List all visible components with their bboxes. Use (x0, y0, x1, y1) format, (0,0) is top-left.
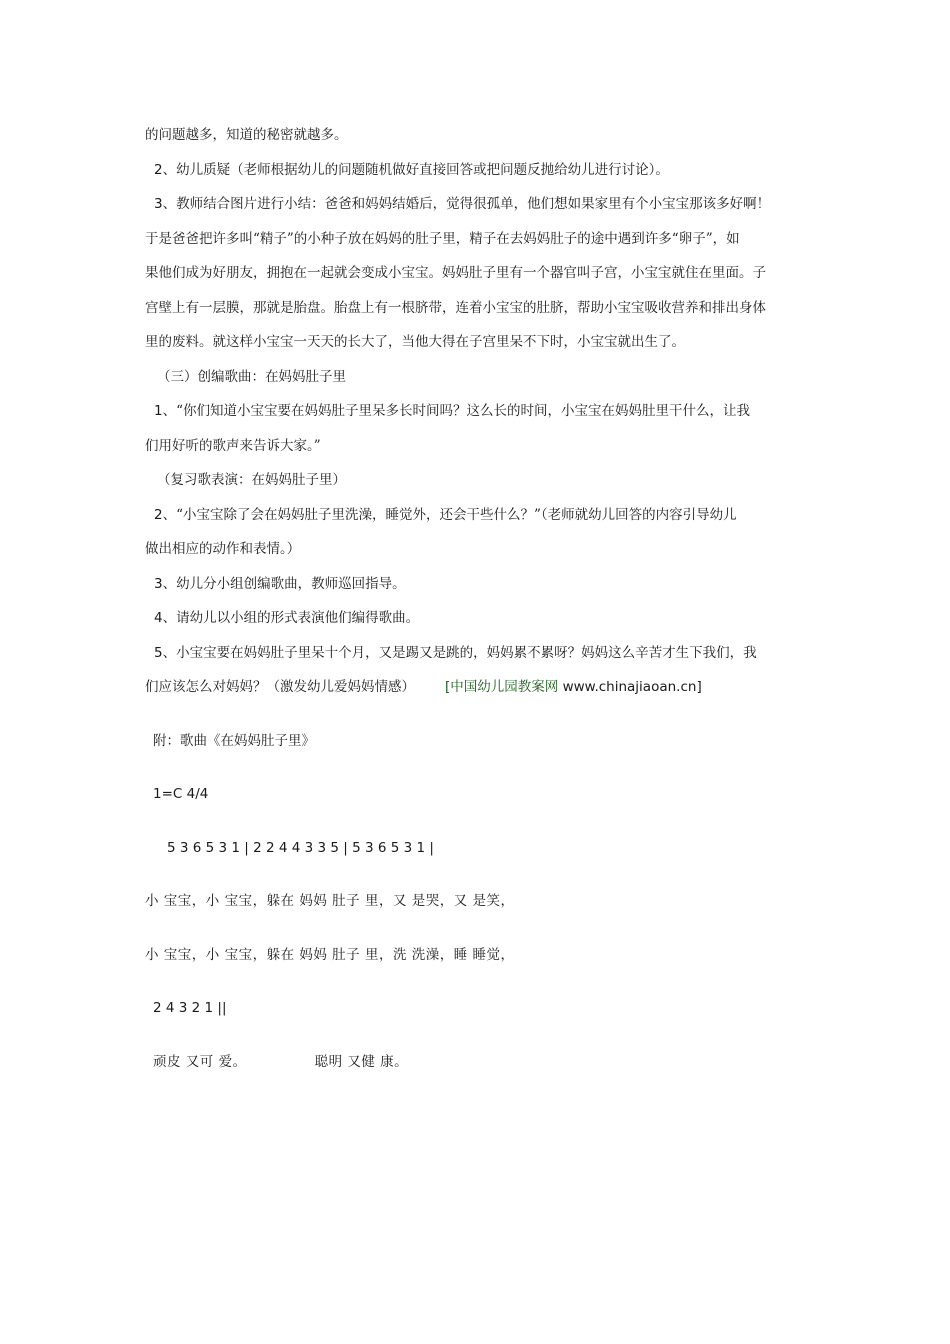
song-lyric-line-2 (145, 938, 810, 973)
text-line: 、幼儿分小组创编歌曲，教师巡回指导。 (162, 575, 406, 592)
text-line: 宫壁上有一层膜，那就是胎盘。胎盘上有一根脐带，连着小宝宝的肚脐，帮助小宝宝吸收营养和排出身体 (145, 299, 766, 316)
text-line: 小 宝宝，小 宝宝，躲在 妈妈 肚子 里，又 是哭，又 是笑， (145, 893, 515, 909)
section-heading-3 (145, 360, 810, 395)
text-line: 顽皮 又可 爱。 (153, 1053, 247, 1070)
song-lyric-line-3 (145, 1045, 810, 1080)
document-page (145, 118, 810, 1079)
text-line: 、请幼儿以小组的形式表演他们编得歌曲。 (162, 610, 420, 626)
song-notes-line-2 (145, 991, 810, 1026)
paragraph-item-3-line-2 (145, 222, 810, 257)
source-link-url[interactable]: www.chinajiaoan.cn] (558, 679, 702, 695)
text-line: 附：歌曲《在妈妈肚子里》 (153, 732, 315, 749)
item-number: 2 (154, 161, 163, 178)
paragraph-item-3-line-1 (145, 187, 810, 222)
text-line: 们应该怎么对妈妈？（激发幼儿爱妈妈情感） (145, 679, 415, 695)
item-number: 1 (154, 403, 163, 419)
text-line: 、幼儿质疑（老师根据幼儿的问题随机做好直接回答或把问题反抛给幼儿进行讨论）。 (162, 161, 669, 178)
text-line: 1=C 4/4 (153, 786, 209, 802)
song-notes-line-1 (145, 831, 810, 866)
text-line: 5 3 6 5 3 1 | 2 2 4 4 3 3 5 | 5 3 6 5 3 1 | (167, 839, 434, 856)
text-line: 、“小宝宝除了会在妈妈肚子里洗澡，睡觉外，还会干些什么？”（老师就幼儿回答的内容引导幼儿 (162, 506, 737, 523)
text-line: 于是爸爸把许多叫“精子”的小种子放在妈妈的肚子里，精子在去妈妈肚子的途中遇到许多“卵子”，如 (145, 230, 740, 247)
text-line: 、教师结合图片进行小结：爸爸和妈妈结婚后，觉得很孤单，他们想如果家里有个小宝宝那该多好啊！ (162, 196, 771, 212)
text-line: 们用好听的歌声来告诉大家。” (145, 437, 321, 454)
paragraph-song-2-line-1 (145, 498, 810, 533)
paragraph-song-5-line-2 (145, 670, 810, 705)
text-line: （复习歌表演：在妈妈肚子里） (157, 472, 346, 488)
source-link[interactable]: 中国幼儿园教案网 (450, 679, 559, 695)
song-lyric-line-1 (145, 884, 810, 919)
paragraph-song-3 (145, 567, 810, 602)
paragraph-song-2-line-2 (145, 532, 810, 567)
paragraph-song-4 (145, 601, 810, 636)
item-number: 3 (154, 575, 163, 592)
paragraph-item-3-line-4 (145, 291, 810, 326)
review-note (145, 463, 810, 498)
text-line: 、小宝宝要在妈妈肚子里呆十个月，又是踢又是跳的，妈妈累不累呀？妈妈这么辛苦才生下我们，我 (162, 644, 757, 661)
appendix-title (145, 724, 810, 759)
paragraph-intro-end (145, 118, 810, 153)
text-line: 聪明 又健 康。 (314, 1053, 409, 1070)
paragraph-song-5-line-1 (145, 636, 810, 671)
text-line: 、“你们知道小宝宝要在妈妈肚子里呆多长时间吗？这么长的时间，小宝宝在妈妈肚里干什么，让我 (162, 403, 750, 419)
text-line: 的问题越多，知道的秘密就越多。 (145, 127, 348, 143)
heading-text: （三）创编歌曲：在妈妈肚子里 (157, 368, 346, 385)
paragraph-item-2 (145, 153, 810, 188)
text-line: 做出相应的动作和表情。） (145, 541, 301, 557)
paragraph-song-1-line-1 (145, 394, 810, 429)
item-number: 4 (154, 610, 163, 626)
text-line: 小 宝宝，小 宝宝，躲在 妈妈 肚子 里，洗 洗澡，睡 睡觉， (145, 946, 515, 963)
item-number: 2 (154, 506, 163, 523)
item-number: 3 (154, 196, 163, 212)
paragraph-item-3-line-5 (145, 325, 810, 360)
text-line: 里的废料。就这样小宝宝一天天的长大了，当他大得在子宫里呆不下时，小宝宝就出生了。 (145, 334, 685, 350)
text-line: 果他们成为好朋友，拥抱在一起就会变成小宝宝。妈妈肚子里有一个器官叫子宫，小宝宝就住在里面。子 (145, 265, 766, 281)
source-link-bracket[interactable]: [ (445, 679, 451, 695)
paragraph-item-3-line-3 (145, 256, 810, 291)
paragraph-song-1-line-2 (145, 429, 810, 464)
song-key (145, 777, 810, 812)
item-number: 5 (154, 644, 163, 661)
text-line: 2 4 3 2 1 || (153, 1000, 227, 1016)
